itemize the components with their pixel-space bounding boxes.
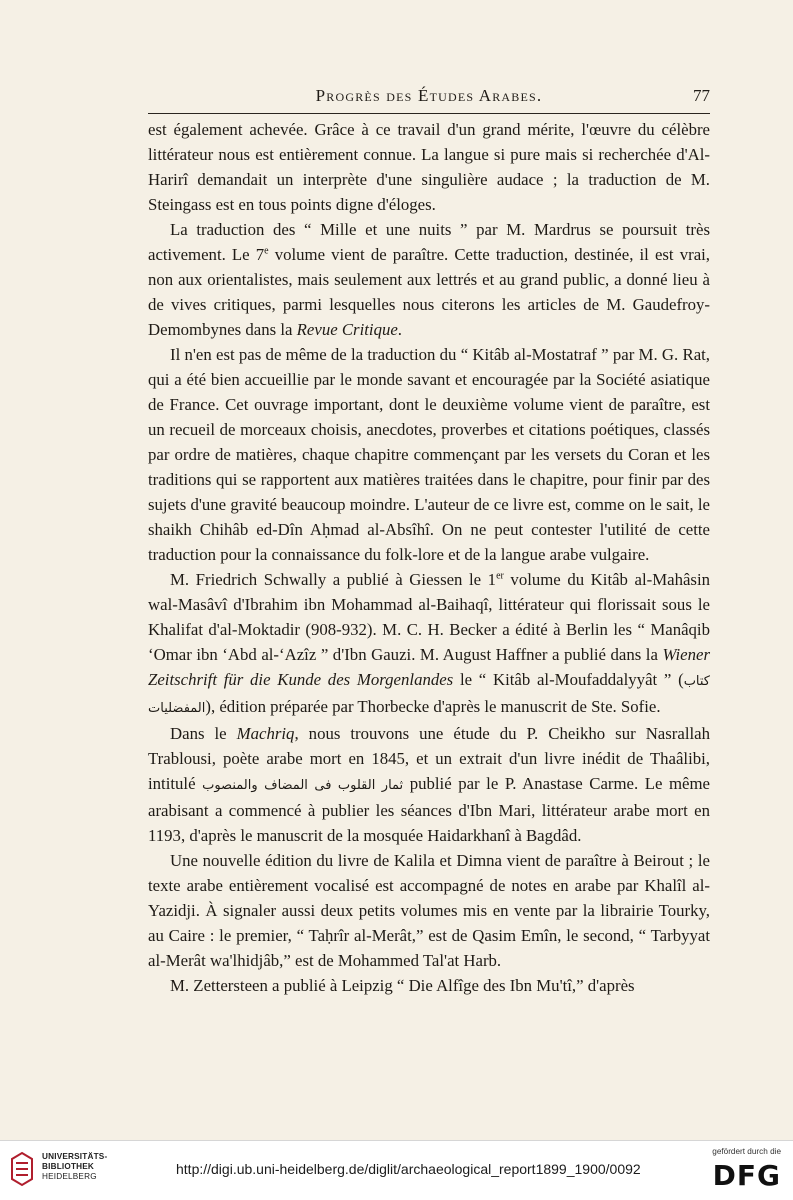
- paragraph-5: [148, 721, 710, 848]
- header-rule: [148, 113, 710, 114]
- funder-logo[interactable]: [703, 1147, 781, 1195]
- paragraph-7: [148, 973, 710, 998]
- body-text: [148, 117, 710, 998]
- library-line-1: UNIVERSITÄTS-: [42, 1152, 108, 1161]
- paragraph-4-text-a: M. Friedrich Schwally a publié à Giessen le 1: [170, 570, 497, 589]
- library-seal-icon: [10, 1151, 34, 1187]
- arabic-title: كتاب المفضليات: [148, 674, 710, 716]
- arabic-title: ثمار القلوب فى المضاف والمنصوب: [202, 778, 404, 793]
- paragraph-2: [148, 217, 710, 342]
- permalink-url[interactable]: http://digi.ub.uni-heidelberg.de/diglit/archaeological_report1899_1900/0092: [176, 1161, 641, 1177]
- paragraph-6: [148, 848, 710, 973]
- paragraph-1: [148, 117, 710, 217]
- paragraph-2-text-a: La traduction des “ Mille et une nuits ” par M. Mardrus se poursuit très activement. Le 7: [148, 220, 710, 264]
- funder-caption: gefördert durch die: [712, 1147, 781, 1156]
- journal-title: Wiener Zeitschrift für die Kunde des Morgenlandes: [148, 645, 710, 689]
- library-line-3: HEIDELBERG: [42, 1172, 97, 1181]
- library-logo[interactable]: [10, 1149, 130, 1193]
- library-name: [42, 1152, 107, 1182]
- library-line-2: BIBLIOTHEK: [42, 1162, 95, 1171]
- page-number: 77: [693, 86, 710, 105]
- running-head: [148, 86, 710, 112]
- paragraph-7-text: M. Zettersteen a publié à Leipzig “ Die Alfîge des Ibn Mu'tî,” d'après: [170, 976, 635, 995]
- paragraph-3: [148, 342, 710, 567]
- superscript: er: [496, 570, 504, 582]
- paragraph-4: [148, 567, 710, 721]
- journal-title: Revue Critique: [296, 320, 398, 339]
- running-title: Progrès des Études Arabes.: [315, 86, 543, 105]
- funder-name: DFG: [712, 1159, 781, 1192]
- paragraph-2-text-b: volume vient de paraître. Cette traduction, destinée, il est vrai, non aux orientalistes, mais seulement aux lettrés et au grand public, a donné lieu à de vives critiques, parmi lesquelles nous citerons les articles de M. Gaudefroy-Demombynes dans la: [148, 245, 710, 339]
- journal-title: Machriq: [236, 724, 295, 743]
- paragraph-4-text-c: le “ Kitâb al-Moufaddalyyât ” (: [453, 670, 684, 689]
- paragraph-4-text-b: volume du Kitâb al-Mahâsin wal-Masâvî d'Ibrahim ibn Mohammad al-Baihaqî, littérateur qui florissait sous le Khalifat d'al-Moktadir (908-932). M. C. H. Becker a édité à Berlin les “ Manâqib ‘Omar ibn ‘Abd al-‘Azîz ” d'Ibn Gauzi. M. August Haffner a publié dans la: [148, 570, 711, 664]
- viewer-footer: [0, 1140, 793, 1200]
- paragraph-5-text-b: , nous trouvons une étude du P. Cheikho sur Nasrallah Trablousi, poète arabe mort en 1845, et un extrait d'un livre inédit de Thaâlibi, intitulé: [148, 724, 710, 793]
- superscript: e: [264, 245, 269, 257]
- paragraph-1-text: est également achevée. Grâce à ce travail d'un grand mérite, l'œuvre du célèbre littérateur nous est entièrement connue. La langue si pure mais si recherchée d'Al-Harirî demandait un interprète d'une singulière audace ; la traduction de M. Steingass est en tous points digne d'éloges.: [148, 120, 710, 214]
- paragraph-3-text: Il n'en est pas de même de la traduction du “ Kitâb al-Mostatraf ” par M. G. Rat, qui a été bien accueillie par le monde savant et encouragée par la Société asiatique de France. Cet ouvrage important, dont le deuxième volume vient de paraître, est un recueil de morceaux choisis, anecdotes, proverbes et citations poétiques, classés par ordre de matières, chaque chapitre commençant par les versets du Coran et les traditions qui se rapportent aux matières traitées dans le chapitre, pour finir par des sujets d'une gravité beaucoup moindre. L'auteur de ce livre est, comme on le sait, le shaikh Chihâb ed-Dîn Aḥmad al-Absîhî. On ne peut contester l'utilité de cette traduction pour la connaissance du folk-lore et de la langue arabe vulgaire.: [148, 345, 710, 564]
- paragraph-5-text-a: Dans le: [170, 724, 237, 743]
- paragraph-4-text-d: ), édition préparée par Thorbecke d'après le manuscrit de Ste. Sofie.: [205, 697, 661, 716]
- paragraph-2-text-c: .: [397, 320, 402, 339]
- paragraph-6-text: Une nouvelle édition du livre de Kalila et Dimna vient de paraître à Beirout ; le texte arabe entièrement vocalisé est accompagné de notes en arabe par Khalîl al-Yazidji. À signaler aussi deux petits volumes mis en vente par la librairie Tourky, au Caire : le premier, “ Taḥrîr al-Merât,” est de Qasim Emîn, le second, “ Tarbyyat al-Merât wa'lhidjâb,” est de Mohammed Tal'at Harb.: [148, 851, 710, 970]
- paragraph-5-text-c: publié par le P. Anastase Carme. Le même arabisant a commencé à publier les séances d'Ibn Mari, littérateur arabe mort en 1193, d'après le manuscrit de la mosquée Haidarkhanî à Bagdâd.: [148, 774, 710, 845]
